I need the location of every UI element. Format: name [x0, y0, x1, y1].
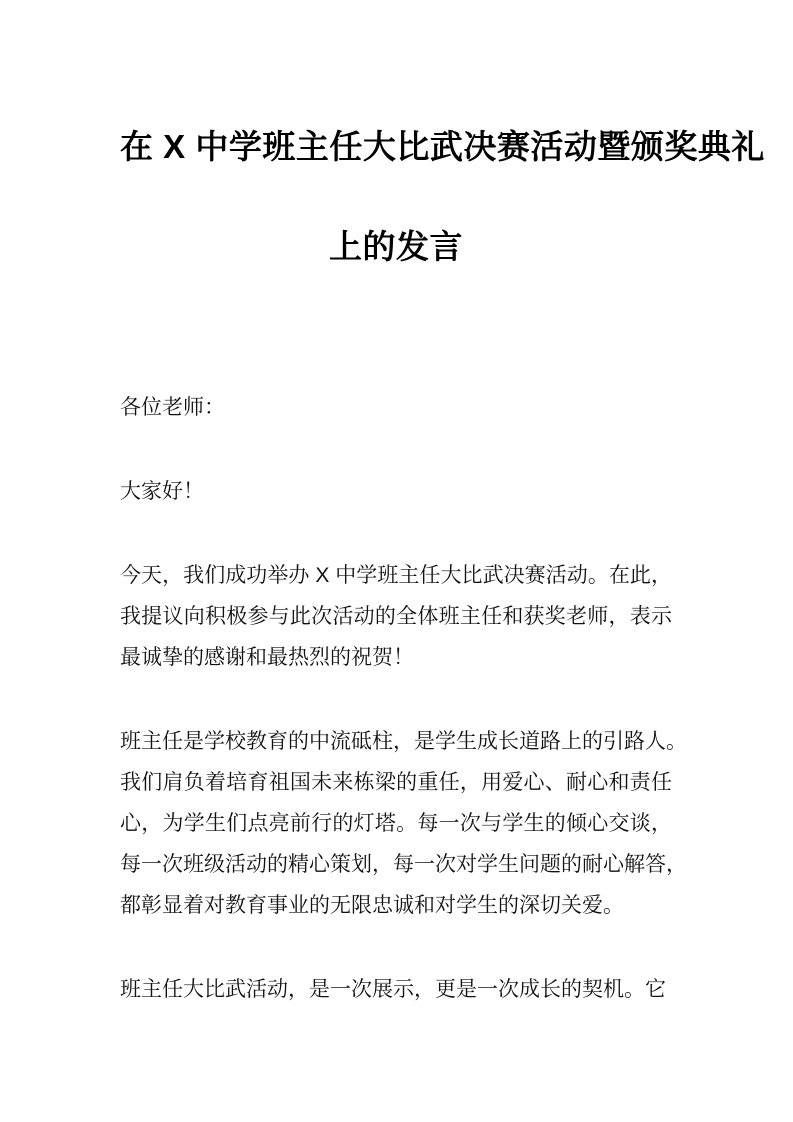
text-line: 每一次班级活动的精心策划，每一次对学生问题的耐心解答，	[120, 853, 687, 876]
text-line: 我提议向积极参与此次活动的全体班主任和获奖老师，表示	[120, 605, 672, 628]
paragraph-competition-significance	[120, 969, 672, 1010]
paragraph-role-of-teachers	[120, 721, 687, 926]
text-line: 各位老师：	[120, 396, 225, 419]
text-line: 大家好！	[120, 480, 204, 503]
text-line: 班主任是学校教育的中流砥柱，是学生成长道路上的引路人。	[120, 730, 687, 753]
paragraph-salutation	[120, 387, 672, 428]
text-line: 心，为学生们点亮前行的灯塔。每一次与学生的倾心交谈，	[120, 812, 672, 835]
document-body	[120, 387, 687, 1010]
paragraph-greeting	[120, 471, 672, 512]
text-line: 都彰显着对教育事业的无限忠诚和对学生的深切关爱。	[120, 894, 624, 917]
text-line: 最诚挚的感谢和最热烈的祝贺！	[120, 646, 414, 669]
title-line-2: 上的发言	[329, 228, 463, 265]
text-line: 班主任大比武活动，是一次展示，更是一次成长的契机。它	[120, 978, 666, 1001]
document-title	[120, 97, 765, 297]
text-line: 我们肩负着培育祖国未来栋梁的重任，用爱心、耐心和责任	[120, 771, 672, 794]
text-line: 今天，我们成功举办 X 中学班主任大比武决赛活动。在此，	[120, 564, 672, 587]
title-line-1: 在 X 中学班主任大比武决赛活动暨颁奖典礼	[120, 128, 765, 165]
document-content	[0, 97, 765, 1010]
paragraph-congratulations	[120, 555, 672, 678]
